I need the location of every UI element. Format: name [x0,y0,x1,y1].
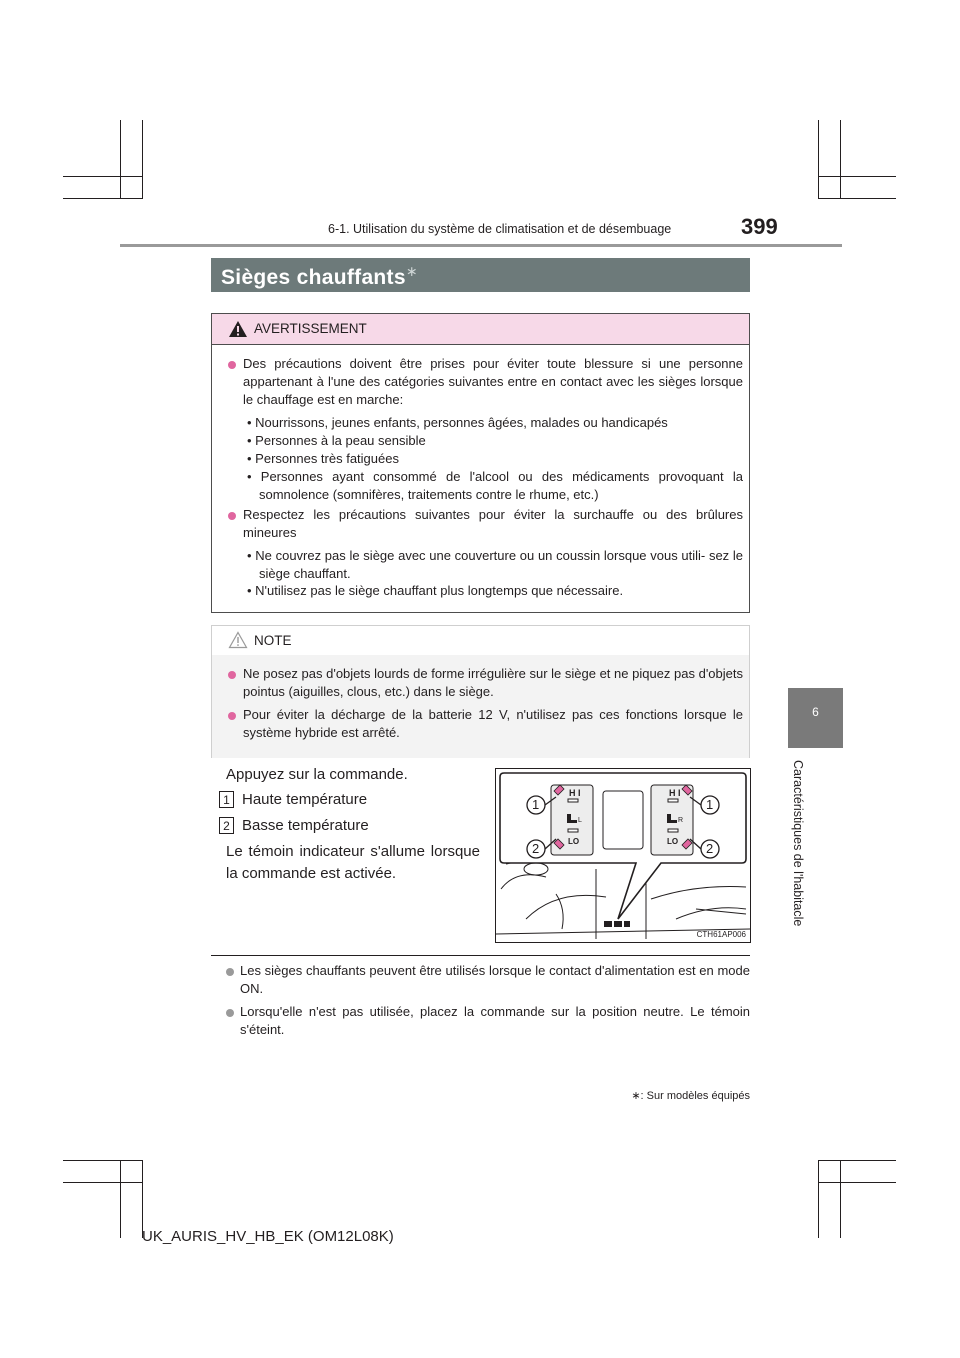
crop-mark [120,120,121,198]
warning-bullet-1: Des précautions doivent être prises pour éviter toute blessure si une personne appartenant à l'une des catégories suivantes entre en contact avec les sièges lorsque le chauffage est en marche: [243,356,743,407]
crop-mark [63,198,143,199]
callout-2-right: 2 [706,841,714,856]
note-bullet-1: Ne posez pas d'objets lourds de forme irrégulière sur le siège et ne piquez pas d'objets pointus (aiguilles, clous, etc.) dans le siège. [243,666,743,699]
crop-mark [818,1160,896,1161]
hi-label-left: H I [569,788,581,798]
note-header [212,626,749,656]
crop-mark [63,176,143,177]
footnote: ∗: Sur modèles équipés [631,1090,750,1102]
crop-mark [818,176,896,177]
lo-label-left: LO [568,837,580,846]
crop-mark [818,198,896,199]
crop-mark [840,1160,841,1238]
document-id: UK_AURIS_HV_HB_EK (OM12L08K) [142,1228,394,1245]
bullet-dot [228,671,236,679]
info-bullet-2: Lorsqu'elle n'est pas utilisée, placez la commande sur la position neutre. Le témoin s'éteint. [240,1004,750,1037]
chapter-heading: 6-1. Utilisation du système de climatisation et de désembuage [328,222,672,236]
warning-sub-item: • Ne couvrez pas le siège avec une couverture ou un coussin lorsque vous utili- sez le siège chauffant. [247,548,743,581]
callout-1-right: 1 [706,797,714,812]
seat-mark-left: L [578,817,582,824]
crop-mark [818,120,819,198]
note-body [212,655,749,758]
crop-mark [818,1182,896,1183]
note-box [211,625,750,758]
bullet-dot [228,361,236,369]
crop-mark [142,1160,143,1238]
bullet-dot [226,968,234,976]
indicator-note: Le témoin indicateur s'allume lorsque la commande est activée. [226,843,480,882]
seat-mark-right: R [678,817,684,824]
chapter-side-label-text: Caractéristiques de l'habitacle [791,760,805,927]
note-bullet-2: Pour éviter la décharge de la batterie 12 V, n'utilisez pas ces fonctions lorsque le système hybride est arrêté. [243,707,743,740]
warning-box [211,313,750,613]
section-title [221,263,418,290]
section-title-text: Sièges chauffants [221,266,406,289]
hi-label-right: H I [669,788,681,798]
warning-sub-item: • Personnes ayant consommé de l'alcool ou des médicaments provoquant la somnolence (somnifères, traitements contre le rhume, etc.) [247,469,743,502]
crop-mark [142,120,143,198]
crop-mark [63,1160,143,1161]
section-title-bar [211,258,750,292]
asterisk-mark: ∗ [405,263,418,279]
lo-label-right: LO [667,837,679,846]
crop-mark [120,1160,121,1238]
warning-sub-item: • N'utilisez pas le siège chauffant plus longtemps que nécessaire. [247,583,624,598]
crop-mark [63,1182,143,1183]
info-bullet-1: Les sièges chauffants peuvent être utilisés lorsque le contact d'alimentation est en mode ON. [240,963,750,996]
header-rule [120,244,842,247]
callout-1-left: 1 [532,797,540,812]
item-number-2: 2 [219,817,234,834]
warning-heading: AVERTISSEMENT [254,321,367,336]
bullet-dot [226,1009,234,1017]
warning-sub-item: • Nourrissons, jeunes enfants, personnes âgées, malades ou handicapés [247,415,668,430]
crop-mark [818,1160,819,1238]
instruction-intro: Appuyez sur la commande. [226,766,408,783]
item-label-2: Basse température [242,817,369,834]
section-rule [211,955,750,956]
chapter-side-label [787,760,809,930]
warning-sub-item: • Personnes très fatiguées [247,451,399,466]
warning-bullet-2: Respectez les précautions suivantes pour éviter la surchauffe ou des brûlures mineures [243,507,743,540]
item-label-1: Haute température [242,791,368,808]
callout-2-left: 2 [532,841,540,856]
note-heading: NOTE [254,633,292,648]
chapter-tab: 6 [788,688,843,748]
page-number: 399 [741,214,778,239]
caution-icon [228,631,248,649]
item-number-1: 1 [219,791,234,808]
crop-mark [840,120,841,198]
bullet-dot [228,712,236,720]
figure-code: CTH61AP006 [696,930,746,939]
seat-heater-figure [495,768,751,943]
warning-sub-item: • Personnes à la peau sensible [247,433,426,448]
warning-icon [228,320,248,338]
bullet-dot [228,512,236,520]
warning-header [212,314,749,345]
